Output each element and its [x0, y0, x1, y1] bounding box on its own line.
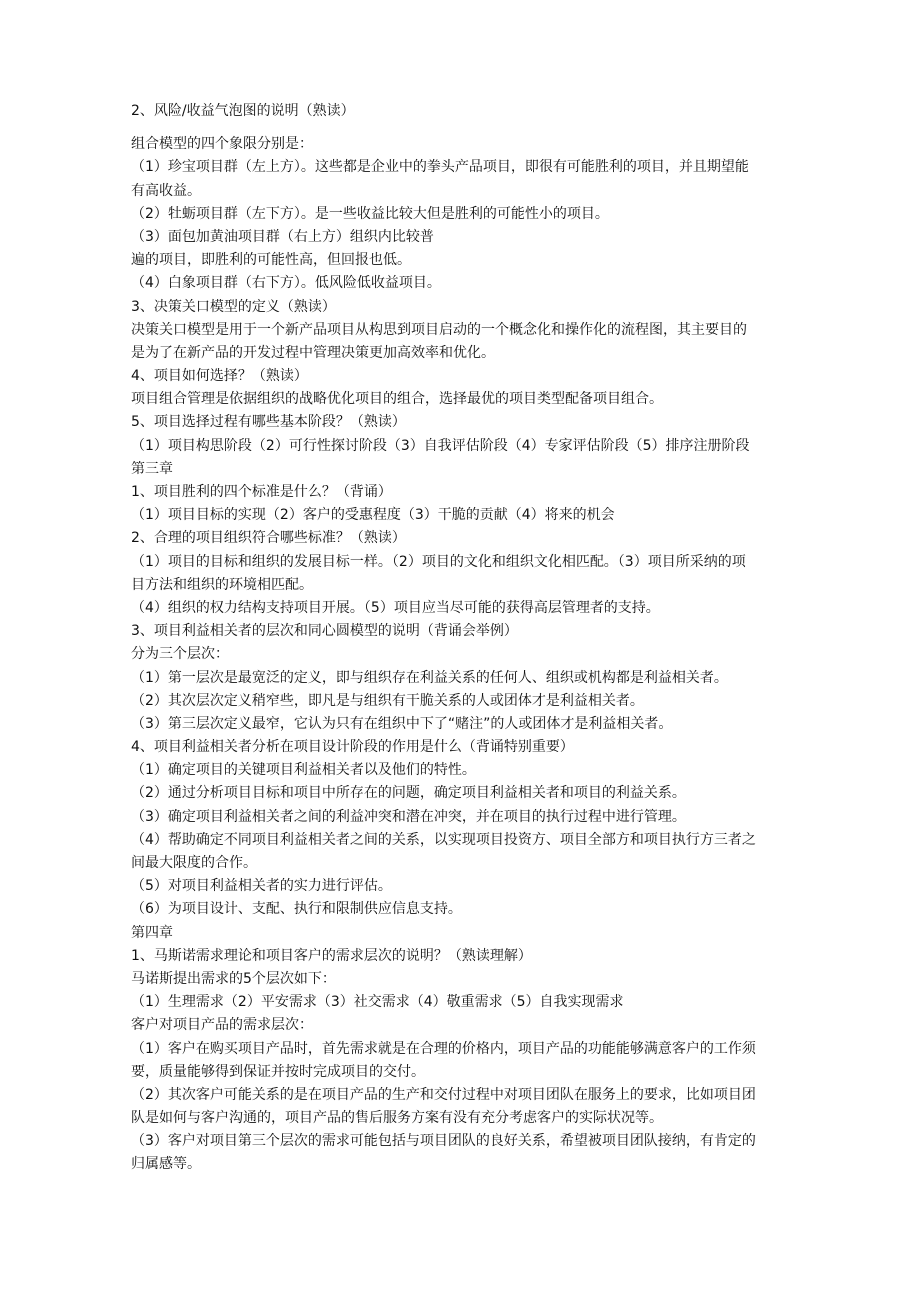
paragraph-line: 要，质量能够得到保证并按时完成项目的交付。 [131, 1063, 425, 1080]
heading-decision-gate-model: 3、决策关口模型的定义（熟读） [131, 298, 336, 315]
paragraph-line: 马诺斯提出需求的5个层次如下： [131, 970, 336, 987]
chapter-heading: 第三章 [131, 460, 173, 477]
paragraph-line: （2）其次层次定义稍窄些，即凡是与组织有干脆关系的人或团体才是利益相关者。 [131, 692, 644, 709]
paragraph-line: 队是如何与客户沟通的，项目产品的售后服务方案有没有充分考虑客户的实际状况等。 [131, 1110, 663, 1127]
paragraph-line: 分为三个层次： [131, 646, 229, 663]
paragraph-line: 组合模型的四个象限分别是： [131, 136, 313, 153]
paragraph-line: （1）第一层次是最宽泛的定义，即与组织存在利益关系的任何人、组织或机构都是利益相关者。 [131, 669, 728, 686]
paragraph-line: 是为了在新产品的开发过程中管理决策更加高效率和优化。 [131, 344, 495, 361]
paragraph-line: （3）第三层次定义最窄，它认为只有在组织中下了“赌注”的人或团体才是利益相关者。 [131, 715, 673, 732]
paragraph-line: 有高收益。 [131, 182, 201, 199]
paragraph-line: （4）组织的权力结构支持项目开展。（5）项目应当尽可能的获得高层管理者的支持。 [131, 599, 660, 616]
heading-stakeholder-analysis: 4、项目利益相关者分析在项目设计阶段的作用是什么（背诵特别重要） [131, 739, 574, 756]
heading-project-selection: 4、项目如何选择？（熟读） [131, 368, 308, 385]
paragraph-line: （4）白象项目群（右下方）。低风险低收益项目。 [131, 275, 441, 292]
heading-risk-bubble-chart: 2、风险/收益气泡图的说明（熟读） [131, 103, 355, 119]
paragraph-line: （5）对项目利益相关者的实力进行评估。 [131, 878, 392, 895]
paragraph-line: 目方法和组织的环境相匹配。 [131, 576, 313, 593]
paragraph-line: （1）珍宝项目群（左上方）。这些都是企业中的拳头产品项目，即很有可能胜利的项目，并且期望能 [131, 159, 749, 176]
paragraph-line: （3）面包加黄油项目群（右上方）组织内比较普 [131, 228, 434, 245]
paragraph-line: 间最大限度的合作。 [131, 855, 257, 871]
paragraph-line: 客户对项目产品的需求层次： [131, 1017, 313, 1034]
paragraph-line: （2）其次客户可能关系的是在项目产品的生产和交付过程中对项目团队在服务上的要求，比如项目团 [131, 1086, 756, 1103]
paragraph-gap [131, 123, 791, 133]
document-body [131, 100, 791, 1177]
paragraph-line: 决策关口模型是用于一个新产品项目从构思到项目启动的一个概念化和操作化的流程图，其主要目的 [131, 321, 747, 338]
chapter-heading: 第四章 [131, 924, 173, 941]
paragraph-line: （3）客户对项目第三个层次的需求可能包括与项目团队的良好关系，希望被项目团队接纳，有肯定的 [131, 1133, 756, 1150]
paragraph-line: 归属感等。 [131, 1156, 201, 1173]
paragraph-line: （1）生理需求（2）平安需求（3）社交需求（4）敬重需求（5）自我实现需求 [131, 994, 624, 1011]
paragraph-line: 项目组合管理是依据组织的战略优化项目的组合，选择最优的项目类型配备项目组合。 [131, 391, 663, 408]
heading-maslow-needs: 1、马斯诺需求理论和项目客户的需求层次的说明？（熟读理解） [131, 947, 532, 964]
paragraph-line: （1）项目的目标和组织的发展目标一样。（2）项目的文化和组织文化相匹配。（3）项目所采纳的项 [131, 553, 746, 570]
paragraph-line: 遍的项目，即胜利的可能性高，但回报也低。 [131, 252, 411, 269]
paragraph-line: （1）项目构思阶段（2）可行性探讨阶段（3）自我评估阶段（4）专家评估阶段（5）排序注册阶段 [131, 437, 750, 454]
paragraph-line: （2）牡蛎项目群（左下方）。是一些收益比较大但是胜利的可能性小的项目。 [131, 205, 609, 222]
heading-organization-criteria: 2、合理的项目组织符合哪些标准？（熟读） [131, 530, 406, 547]
heading-selection-stages: 5、项目选择过程有哪些基本阶段？（熟读） [131, 414, 406, 431]
heading-success-criteria: 1、项目胜利的四个标准是什么？（背诵） [131, 484, 392, 500]
paragraph-line: （1）项目目标的实现（2）客户的受惠程度（3）干脆的贡献（4）将来的机会 [131, 507, 615, 524]
paragraph-line: （6）为项目设计、支配、执行和限制供应信息支持。 [131, 901, 462, 918]
paragraph-line: （3）确定项目利益相关者之间的利益冲突和潜在冲突，并在项目的执行过程中进行管理。 [131, 808, 686, 825]
paragraph-line: （1）客户在购买项目产品时，首先需求就是在合理的价格内，项目产品的功能能够满意客户的工作须 [131, 1040, 756, 1057]
paragraph-line: （2）通过分析项目目标和项目中所存在的问题，确定项目利益相关者和项目的利益关系。 [131, 785, 686, 802]
heading-stakeholder-levels: 3、项目利益相关者的层次和同心圆模型的说明（背诵会举例） [131, 623, 518, 640]
paragraph-line: （4）帮助确定不同项目利益相关者之间的关系，以实现项目投资方、项目全部方和项目执行方三者之 [131, 831, 756, 848]
paragraph-line: （1）确定项目的关键项目利益相关者以及他们的特性。 [131, 762, 476, 779]
